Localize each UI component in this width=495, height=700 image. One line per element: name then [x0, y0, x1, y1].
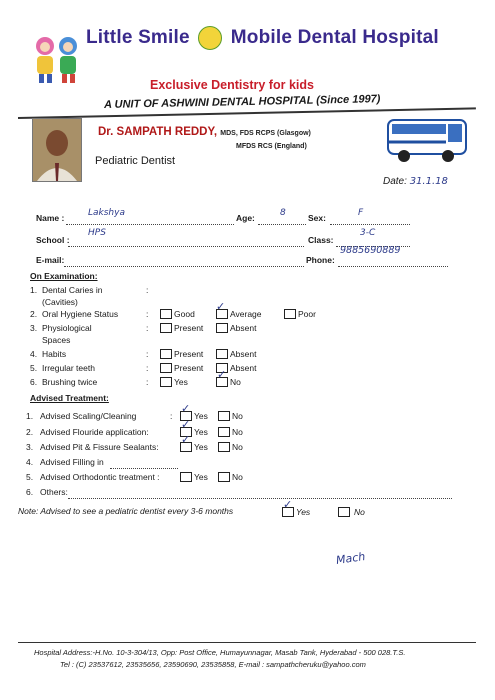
treatment-1-num: 1. — [26, 411, 34, 421]
oral-hygiene-average-label: Average — [230, 309, 262, 319]
footer-contact: Tel : (C) 23537612, 23535656, 23590690, 23535858, E-mail : sampathcheruku@yahoo.com — [60, 660, 366, 669]
sex-line[interactable] — [330, 215, 410, 225]
hospital-title-part1: Little Smile — [86, 27, 190, 49]
phone-label: Phone: — [306, 255, 335, 265]
oral-hygiene-poor-checkbox[interactable] — [284, 309, 296, 319]
habits-absent-checkbox[interactable] — [216, 349, 228, 359]
exam-item-5-colon: : — [146, 363, 149, 373]
school-label: School : — [36, 235, 70, 245]
exam-item-1-label2: (Cavities) — [42, 297, 78, 307]
hospital-title-part2: Mobile Dental Hospital — [230, 27, 439, 49]
habits-absent-label: Absent — [230, 349, 257, 359]
exam-item-3-label: Physiological — [42, 323, 92, 333]
treatment-5-label: Advised Orthodontic treatment : — [40, 472, 160, 482]
treatment-3-num: 3. — [26, 442, 34, 452]
treatment-4-label: Advised Filling in — [40, 457, 104, 467]
treatment-4-num: 4. — [26, 457, 34, 467]
flouride-yes-label: Yes — [194, 427, 208, 437]
spaces-absent-checkbox[interactable] — [216, 323, 228, 333]
scaling-no-label: No — [232, 411, 243, 421]
footer-divider — [18, 642, 476, 643]
treatment-2-num: 2. — [26, 427, 34, 437]
treatment-6-label: Others: — [40, 487, 68, 497]
exam-item-2-colon: : — [146, 309, 149, 319]
exam-item-3-colon: : — [146, 323, 149, 333]
scaling-yes-tick-icon: ✓ — [181, 403, 191, 415]
habits-present-checkbox[interactable] — [160, 349, 172, 359]
treatment-6-num: 6. — [26, 487, 34, 497]
email-line[interactable] — [64, 257, 304, 267]
name-label: Name : — [36, 213, 65, 223]
scaling-yes-label: Yes — [194, 411, 208, 421]
note-yes-tick-icon: ✓ — [283, 499, 293, 511]
exam-item-2-label: Oral Hygiene Status — [42, 309, 119, 319]
ortho-no-label: No — [232, 472, 243, 482]
doctor-name: Dr. SAMPATH REDDY, — [98, 126, 218, 138]
treatment-5-num: 5. — [26, 472, 34, 482]
footer-address: Hospital Address:-H.No. 10-3-304/13, Opp: Post Office, Humayunnagar, Masab Tank, Hyderabad - 500 028.T.S. — [34, 648, 406, 657]
sealants-no-checkbox[interactable] — [218, 442, 230, 452]
oral-hygiene-good-label: Good — [174, 309, 195, 319]
exam-item-3-num: 3. — [30, 323, 38, 333]
exam-item-6-label: Brushing twice — [42, 377, 98, 387]
scaling-no-checkbox[interactable] — [218, 411, 230, 421]
tooth-emblem-icon — [198, 26, 222, 50]
note-yes-label: Yes — [296, 507, 311, 517]
brushing-yes-label: Yes — [174, 377, 188, 387]
note-no-checkbox[interactable] — [338, 507, 350, 517]
exam-item-4-label: Habits — [42, 349, 67, 359]
hospital-subtitle: Exclusive Dentistry for kids — [150, 78, 314, 92]
doctor-qualifications-1: MDS, FDS RCPS (Glasgow) — [220, 130, 311, 137]
brushing-no-tick-icon: ✓ — [217, 369, 227, 381]
spaces-present-checkbox[interactable] — [160, 323, 172, 333]
phone-line[interactable] — [338, 257, 448, 267]
oral-hygiene-average-tick-icon: ✓ — [216, 301, 226, 313]
date-field — [383, 176, 448, 187]
exam-item-2-num: 2. — [30, 309, 38, 319]
exam-item-1-label: Dental Caries in — [42, 285, 103, 295]
examination-heading: On Examination: — [30, 271, 98, 281]
exam-item-4-colon: : — [146, 349, 149, 359]
oral-hygiene-good-checkbox[interactable] — [160, 309, 172, 319]
ortho-no-checkbox[interactable] — [218, 472, 230, 482]
exam-item-1-num: 1. — [30, 285, 38, 295]
flouride-no-label: No — [232, 427, 243, 437]
doctor-name-line — [98, 126, 311, 138]
exam-item-6-colon: : — [146, 377, 149, 387]
school-line[interactable] — [68, 237, 304, 247]
ortho-yes-label: Yes — [194, 472, 208, 482]
sex-label: Sex: — [308, 213, 326, 223]
filling-line[interactable] — [110, 459, 178, 469]
unit-line-text: A UNIT OF ASHWINI DENTAL HOSPITAL (Since 1997) — [103, 93, 381, 111]
treatment-2-label: Advised Flouride application: — [40, 427, 149, 437]
exam-item-3-label2: Spaces — [42, 335, 71, 345]
doctor-qualifications-2: MFDS RCS (England) — [236, 143, 307, 150]
sealants-yes-tick-icon: ✓ — [181, 434, 191, 446]
treatment-1-colon: : — [170, 411, 173, 421]
kids-logo-image — [28, 34, 86, 84]
doctor-signature: Mach — [335, 550, 367, 567]
irregular-present-label: Present — [174, 363, 204, 373]
date-value: 31.1.18 — [409, 176, 448, 187]
email-label: E-mail: — [36, 255, 65, 265]
spaces-absent-label: Absent — [230, 323, 257, 333]
date-label: Date: — [383, 176, 407, 187]
sealants-no-label: No — [232, 442, 243, 452]
ortho-yes-checkbox[interactable] — [180, 472, 192, 482]
age-value: 8 — [280, 208, 286, 218]
irregular-absent-label: Absent — [230, 363, 257, 373]
doctor-specialty: Pediatric Dentist — [95, 155, 176, 167]
class-label: Class: — [308, 235, 334, 245]
spaces-present-label: Present — [174, 323, 204, 333]
hospital-title — [86, 26, 439, 50]
flouride-yes-tick-icon: ✓ — [181, 419, 191, 431]
habits-present-label: Present — [174, 349, 204, 359]
brushing-yes-checkbox[interactable] — [160, 377, 172, 387]
note-text: Note: Advised to see a pediatric dentist every 3-6 months — [18, 506, 234, 516]
brushing-no-label: No — [230, 377, 241, 387]
doctor-photo — [32, 118, 82, 182]
note-no-label: No — [354, 507, 365, 517]
treatment-3-label: Advised Pit & Fissure Sealants: — [40, 442, 159, 452]
exam-item-5-num: 5. — [30, 363, 38, 373]
school-value: HPS — [88, 228, 106, 238]
others-line[interactable] — [68, 489, 452, 499]
treatment-heading: Advised Treatment: — [30, 393, 109, 403]
mobile-bus-image — [386, 114, 470, 164]
class-value: 3-C — [360, 228, 376, 238]
treatment-1-label: Advised Scaling/Cleaning — [40, 411, 137, 421]
oral-hygiene-poor-label: Poor — [298, 309, 316, 319]
exam-item-5-label: Irregular teeth — [42, 363, 95, 373]
exam-item-6-num: 6. — [30, 377, 38, 387]
age-label: Age: — [236, 213, 255, 223]
sex-value: F — [358, 208, 364, 218]
irregular-present-checkbox[interactable] — [160, 363, 172, 373]
name-value: Lakshya — [88, 208, 125, 218]
doctor-portrait-icon — [33, 119, 81, 181]
exam-item-4-num: 4. — [30, 349, 38, 359]
sealants-yes-label: Yes — [194, 442, 208, 452]
exam-item-1-colon: : — [146, 285, 149, 295]
phone-value: 9885690889 — [340, 245, 401, 256]
flouride-no-checkbox[interactable] — [218, 427, 230, 437]
